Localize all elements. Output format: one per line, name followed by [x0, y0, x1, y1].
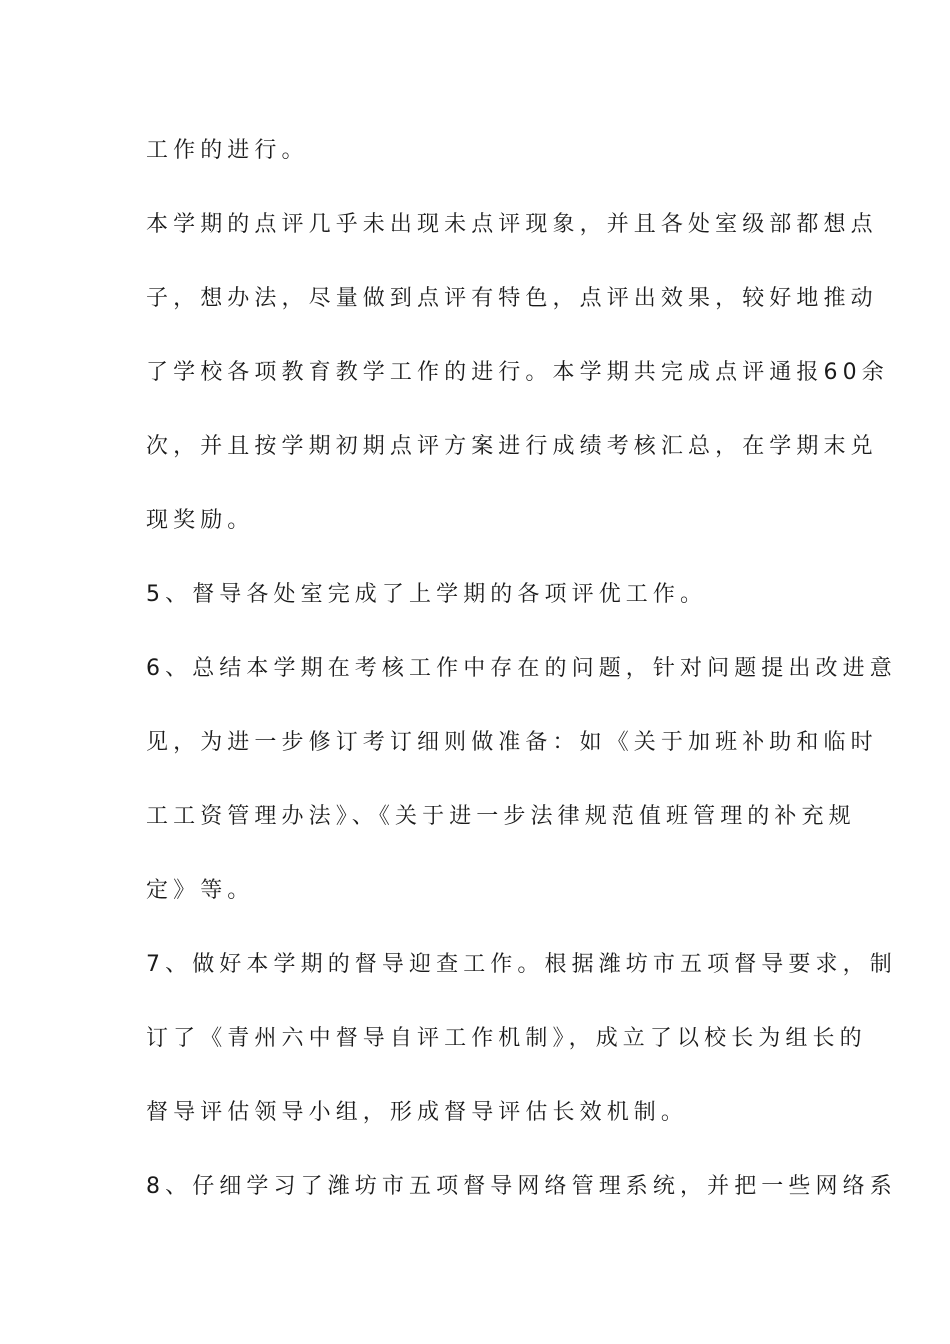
text-line: 次，并且按学期初期点评方案进行成绩考核汇总，在学期末兑	[146, 434, 878, 459]
text-line: 5、督导各处室完成了上学期的各项评优工作。	[146, 582, 708, 607]
text-line: 工工资管理办法》、《关于进一步法律规范值班管理的补充规	[146, 804, 856, 829]
text-line: 本学期的点评几乎未出现未点评现象，并且各处室级部都想点	[146, 212, 878, 237]
text-line: 督导评估领导小组，形成督导评估长效机制。	[146, 1100, 689, 1125]
text-line: 订了《青州六中督导自评工作机制》，成立了以校长为组长的	[146, 1026, 867, 1051]
text-line: 工作的进行。	[146, 138, 309, 163]
text-line: 定》等。	[146, 878, 255, 903]
text-line: 现奖励。	[146, 508, 255, 533]
text-line: 6、总结本学期在考核工作中存在的问题，针对问题提出改进意	[146, 656, 897, 681]
text-line: 子，想办法，尽量做到点评有特色，点评出效果，较好地推动	[146, 286, 878, 311]
text-line: 见，为进一步修订考订细则做准备：如《关于加班补助和临时	[146, 730, 878, 755]
text-line: 7、做好本学期的督导迎查工作。根据潍坊市五项督导要求，制	[146, 952, 897, 977]
text-line: 8、仔细学习了潍坊市五项督导网络管理系统，并把一些网络系	[146, 1174, 897, 1199]
text-line: 了学校各项教育教学工作的进行。本学期共完成点评通报60余	[146, 360, 889, 385]
